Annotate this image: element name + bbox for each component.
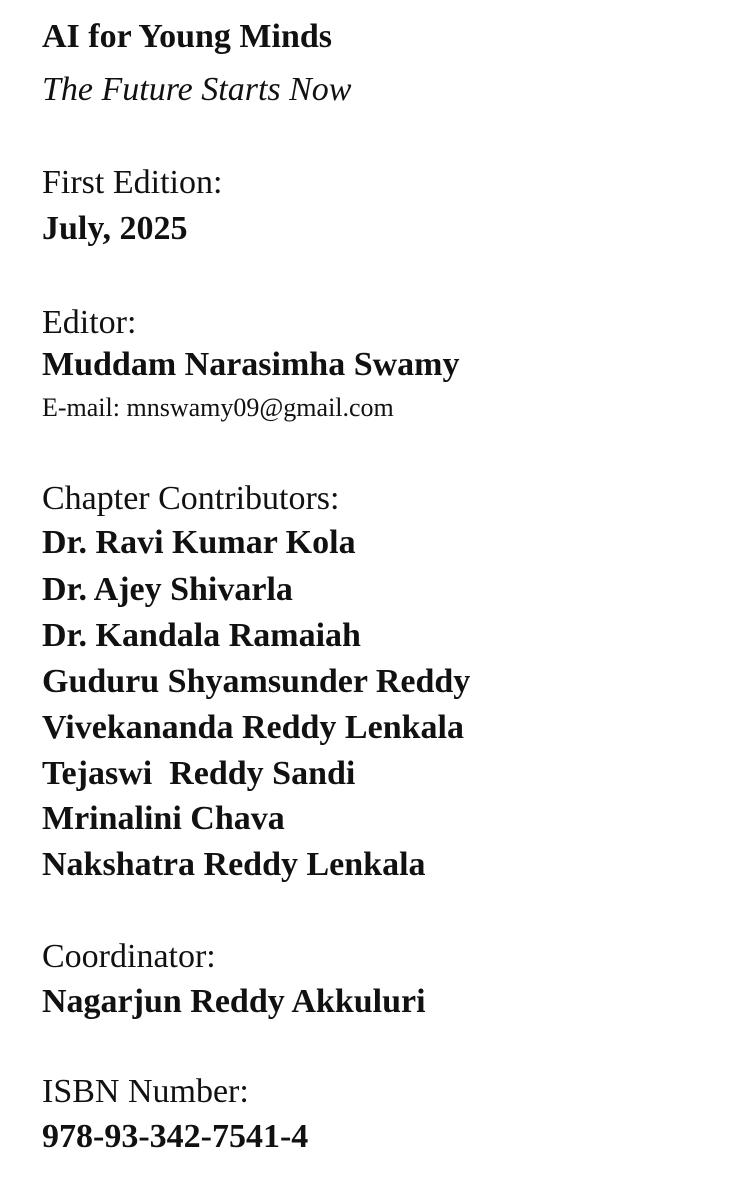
edition-label: First Edition: (42, 164, 223, 201)
contributor-name: Guduru Shyamsunder Reddy (42, 663, 471, 700)
contributors-label: Chapter Contributors: (42, 480, 340, 517)
contributor-name: Tejaswi Reddy Sandi (42, 755, 356, 792)
book-subtitle: The Future Starts Now (42, 71, 352, 108)
contributor-name: Nakshatra Reddy Lenkala (42, 846, 426, 883)
editor-name: Muddam Narasimha Swamy (42, 346, 460, 383)
editor-label: Editor: (42, 304, 137, 341)
isbn-number: 978-93-342-7541-4 (42, 1118, 309, 1155)
contributor-name: Vivekananda Reddy Lenkala (42, 709, 464, 746)
contributor-name: Mrinalini Chava (42, 800, 285, 837)
isbn-label: ISBN Number: (42, 1073, 249, 1110)
contributor-name: Dr. Ajey Shivarla (42, 571, 293, 608)
edition-date: July, 2025 (42, 210, 188, 247)
coordinator-label: Coordinator: (42, 938, 216, 975)
contributor-name: Dr. Kandala Ramaiah (42, 617, 361, 654)
editor-email: E-mail: mnswamy09@gmail.com (42, 393, 394, 422)
coordinator-name: Nagarjun Reddy Akkuluri (42, 983, 426, 1020)
contributor-name: Dr. Ravi Kumar Kola (42, 524, 356, 561)
book-title: AI for Young Minds (42, 18, 333, 55)
